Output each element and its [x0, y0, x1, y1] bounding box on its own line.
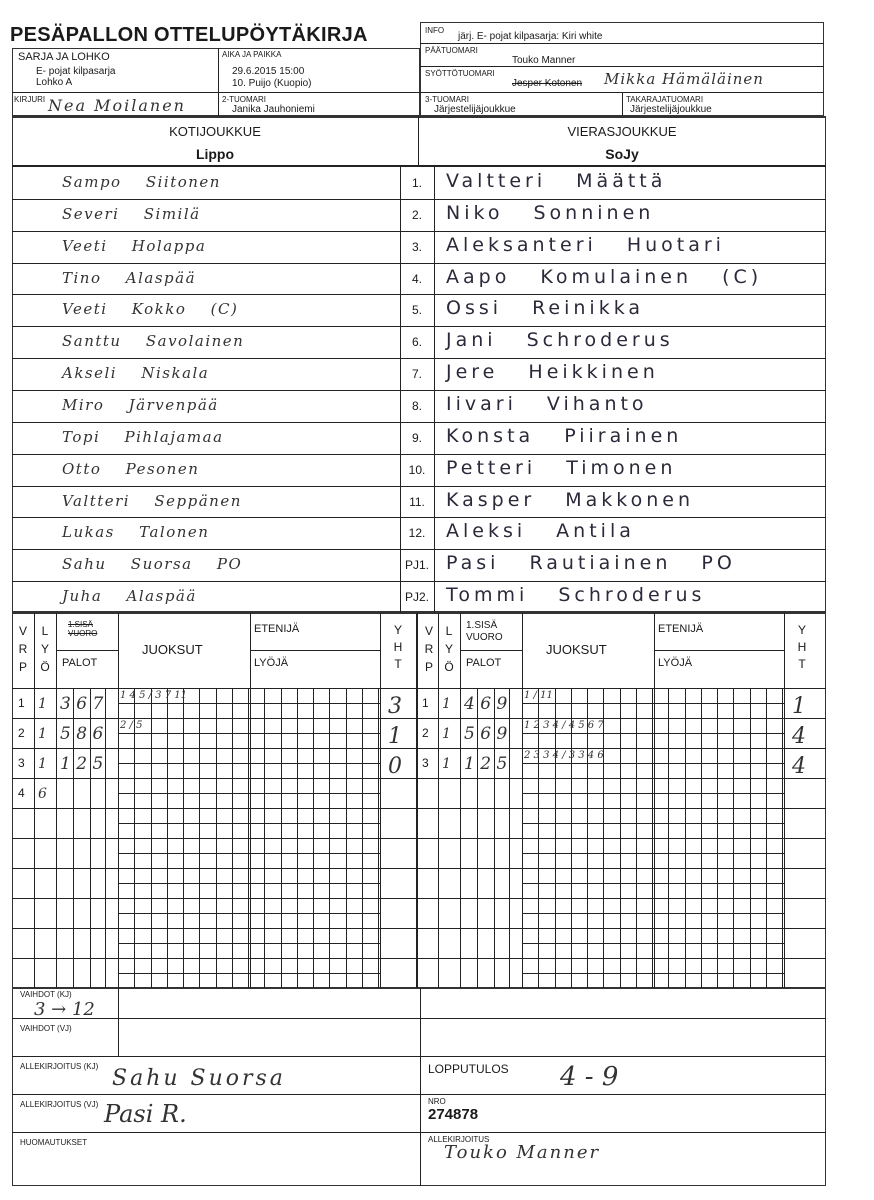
home-yht-header: Y H T — [393, 623, 403, 671]
inning-palot: 5 6 9 — [464, 724, 508, 744]
home-juoksut-header: JUOKSUT — [142, 642, 203, 657]
player-number: PJ1. — [404, 558, 429, 573]
away-lyoja-header: LYÖJÄ — [658, 657, 693, 669]
away-player-name: Jani Schroderus — [446, 329, 674, 352]
away-player-name: Aleksi Antila — [446, 520, 635, 543]
kirjuri-value: Nea Moilanen — [48, 96, 186, 115]
inning-palot: 4 6 9 — [464, 694, 508, 714]
home-player-name: Veeti Holappa — [62, 236, 207, 255]
syottotuomari-value: Jesper Kotonen — [512, 78, 583, 89]
away-player-name: Ossi Reinikka — [446, 297, 645, 320]
inning-runs: 1 2 3 4 / 4 5 6 7 — [524, 720, 604, 731]
sarja-line1: E- pojat kilpasarja — [36, 66, 116, 77]
player-number: PJ2. — [404, 590, 429, 605]
sarja-line2: Lohko A — [36, 77, 73, 88]
inning-lyo: 1 — [38, 696, 47, 712]
away-player-name: Tommi Schroderus — [446, 584, 706, 607]
home-player-name: Santtu Savolainen — [62, 332, 245, 351]
sarja-label: SARJA JA LOHKO — [18, 51, 110, 63]
home-palot-header: PALOT — [62, 657, 98, 669]
home-lyoja-header: LYÖJÄ — [254, 657, 289, 669]
allekirjoitus-vj-value: Pasi R. — [104, 1100, 187, 1128]
home-team-label: KOTIJOUKKUE — [169, 124, 261, 139]
home-lyo-header: L Y Ö — [40, 624, 50, 674]
syottotuomari-label: SYÖTTÖTUOMARI — [425, 69, 495, 78]
home-player-name: Valtteri Seppänen — [62, 491, 242, 510]
away-player-name: Jere Heikkinen — [446, 361, 659, 384]
inning-runs: 1 4 5 / 3 7 11 — [120, 690, 187, 701]
inning-total: 3 — [388, 694, 402, 719]
lopputulos-label: LOPPUTULOS — [428, 1062, 509, 1076]
inning-runs: 2 / 5 — [120, 720, 143, 731]
vaihdot-kj-label: VAIHDOT (KJ) — [20, 990, 72, 999]
nro-label: NRO — [428, 1097, 446, 1106]
player-number: 12. — [408, 526, 426, 541]
home-etenija-header: ETENIJÄ — [254, 623, 300, 635]
home-player-name: Sahu Suorsa PO — [62, 555, 243, 574]
inning-number: 2 — [422, 726, 429, 740]
allekirjoitus-vj-label: ALLEKIRJOITUS (VJ) — [20, 1100, 99, 1109]
player-number: 8. — [411, 398, 422, 413]
inning-palot: 3 6 7 — [60, 694, 104, 714]
away-player-name: Aleksanteri Huotari — [446, 233, 725, 256]
away-team-label: VIERASJOUKKUE — [567, 124, 677, 139]
inning-number: 2 — [18, 726, 25, 740]
tuomari2-label: 2-TUOMARI — [222, 95, 266, 104]
home-player-name: Lukas Talonen — [62, 523, 210, 542]
home-vrp-header: V R P — [18, 624, 28, 674]
page-title: PESÄPALLON OTTELUPÖYTÄKIRJA — [10, 24, 368, 46]
home-player-name: Topi Pihlajamaa — [62, 427, 224, 446]
away-player-name: Kasper Makkonen — [446, 488, 695, 511]
tuomari2-value: Janika Jauhoniemi — [232, 104, 315, 115]
player-number: 3. — [411, 239, 422, 254]
away-player-name: Konsta Piirainen — [446, 424, 683, 447]
inning-lyo: 1 — [38, 756, 47, 772]
inning-runs: 2 3 3 4 / 3 3 4 6 — [524, 750, 604, 761]
away-player-name: Pasi Rautiainen PO — [446, 552, 736, 575]
away-player-name: Niko Sonninen — [446, 201, 655, 224]
aika-line1: 29.6.2015 15:00 — [232, 66, 305, 77]
huomautukset-label: HUOMAUTUKSET — [20, 1138, 88, 1147]
player-number: 9. — [411, 430, 422, 445]
away-sisa-header: 1.SISÄ VUORO — [466, 620, 503, 643]
home-player-name: Tino Alaspää — [62, 268, 197, 287]
aika-line2: 10. Puijo (Kuopio) — [232, 78, 312, 89]
player-number: 11. — [409, 494, 425, 509]
inning-number: 3 — [422, 756, 429, 770]
inning-lyo: 1 — [38, 726, 47, 742]
info-label: INFO — [425, 26, 445, 35]
tuomari3-label: 3-TUOMARI — [425, 95, 469, 104]
away-player-name: Iivari Vihanto — [446, 392, 648, 415]
away-juoksut-header: JUOKSUT — [546, 642, 607, 657]
away-vrp-header: V R P — [424, 624, 434, 674]
inning-palot: 1 2 5 — [60, 754, 104, 774]
away-team-name: SoJy — [605, 146, 639, 162]
away-player-name: Petteri Timonen — [446, 456, 677, 479]
syottotuomari-handwritten: Mikka Hämäläinen — [604, 70, 764, 88]
inning-total: 4 — [792, 754, 806, 779]
home-player-name: Miro Järvenpää — [62, 395, 219, 414]
inning-number: 1 — [18, 696, 25, 710]
paatuomari-label: PÄÄTUOMARI — [425, 46, 478, 55]
home-player-name: Akseli Niskala — [62, 364, 210, 383]
inning-total: 4 — [792, 724, 806, 749]
tuomari3-value: Järjestelijäjoukkue — [434, 104, 516, 115]
away-palot-header: PALOT — [466, 657, 502, 669]
home-player-name: Juha Alaspää — [62, 587, 197, 606]
home-sisa-header: 1.SISÄ VUORO — [68, 620, 98, 638]
paatuomari-value: Touko Manner — [512, 55, 576, 66]
inning-number: 1 — [422, 696, 429, 710]
player-number: 7. — [411, 367, 422, 382]
player-number: 10. — [408, 462, 426, 477]
takarajatuomari-value: Järjestelijäjoukkue — [630, 104, 712, 115]
home-player-name: Otto Pesonen — [62, 459, 200, 478]
inning-number: 3 — [18, 756, 25, 770]
away-lyo-header: L Y Ö — [444, 624, 454, 674]
inning-runs: 1 / 11 — [524, 690, 553, 701]
info-value: järj. E- pojat kilpasarja: Kiri white — [458, 31, 603, 42]
inning-total: 0 — [388, 754, 402, 779]
away-player-name: Aapo Komulainen (C) — [446, 265, 763, 288]
player-number: 2. — [411, 207, 422, 222]
lopputulos-value: 4 - 9 — [560, 1062, 619, 1092]
kirjuri-label: KIRJURI — [14, 95, 46, 104]
inning-lyo: 1 — [442, 696, 451, 712]
inning-lyo: 1 — [442, 726, 451, 742]
allekirjoitus-kj-label: ALLEKIRJOITUS (KJ) — [20, 1062, 99, 1071]
inning-total: 1 — [388, 724, 402, 749]
vaihdot-kj-value: 3 → 12 — [34, 999, 95, 1020]
home-player-name: Veeti Kokko (C) — [62, 300, 239, 319]
allekirjoitus-kj-value: Sahu Suorsa — [112, 1066, 286, 1091]
away-yht-header: Y H T — [797, 623, 807, 671]
player-number: 5. — [411, 303, 422, 318]
allekirjoitus-label: ALLEKIRJOITUS — [428, 1135, 490, 1144]
aika-label: AIKA JA PAIKKA — [222, 50, 282, 59]
player-number: 1. — [411, 176, 422, 190]
nro-value: 274878 — [428, 1106, 479, 1123]
away-etenija-header: ETENIJÄ — [658, 623, 704, 635]
inning-palot: 1 2 5 — [464, 754, 508, 774]
inning-number: 4 — [18, 786, 25, 800]
inning-lyo: 6 — [38, 786, 47, 802]
home-player-name: Severi Similä — [62, 204, 201, 223]
inning-lyo: 1 — [442, 756, 451, 772]
inning-palot: 5 8 6 — [60, 724, 104, 744]
allekirjoitus-value: Touko Manner — [444, 1142, 601, 1163]
player-number: 4. — [411, 271, 422, 286]
home-team-name: Lippo — [195, 146, 235, 162]
away-player-name: Valtteri Määttä — [446, 170, 667, 192]
takarajatuomari-label: TAKARAJATUOMARI — [626, 95, 704, 104]
inning-total: 1 — [792, 694, 806, 719]
vaihdot-vj-label: VAIHDOT (VJ) — [20, 1024, 72, 1033]
player-number: 6. — [411, 335, 422, 350]
home-player-name: Sampo Siitonen — [62, 173, 221, 191]
